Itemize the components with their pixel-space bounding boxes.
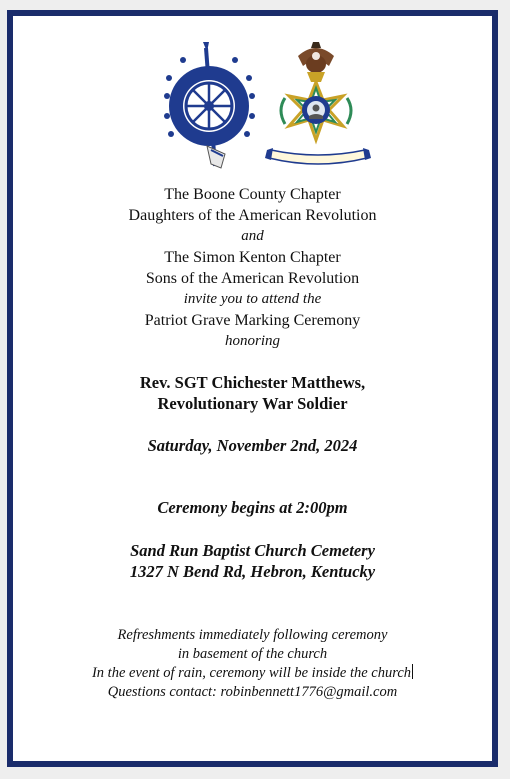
- sar-insignia-logo: [263, 38, 373, 178]
- rain-note-line: [13, 664, 492, 683]
- sar-chapter-name: The Simon Kenton Chapter: [164, 249, 341, 266]
- honoree-name: Rev. SGT Chichester Matthews,: [139, 373, 366, 392]
- dar-insignia-logo: [163, 38, 263, 178]
- event-time-text: Ceremony begins at 2:00pm: [157, 498, 348, 517]
- event-name: Patriot Grave Marking Ceremony: [144, 312, 361, 329]
- event-date: [13, 436, 492, 456]
- contact-line: Questions contact: robinbennett1776@gmail.com: [107, 684, 398, 700]
- invitation-card: [7, 10, 498, 767]
- dar-chapter-name: The Boone County Chapter: [164, 186, 341, 203]
- rain-note: In the event of rain, ceremony will be inside the church: [91, 665, 412, 681]
- conjunction-text: and: [241, 228, 264, 244]
- invitation-intro: [13, 184, 492, 352]
- refreshments-place: in basement of the church: [177, 646, 328, 662]
- event-date-text: Saturday, November 2nd, 2024: [147, 436, 358, 455]
- honoree-title: Revolutionary War Soldier: [157, 394, 348, 413]
- logo-row: [13, 38, 492, 178]
- event-time: [13, 498, 492, 518]
- location-address: 1327 N Bend Rd, Hebron, Kentucky: [129, 562, 376, 581]
- event-location: [13, 540, 492, 582]
- footer-notes: [13, 626, 492, 702]
- location-name: Sand Run Baptist Church Cemetery: [130, 541, 375, 560]
- text-cursor: [412, 664, 413, 679]
- honoree-block: [13, 372, 492, 414]
- invite-line: invite you to attend the: [183, 291, 322, 307]
- sar-society-name: Sons of the American Revolution: [145, 270, 360, 287]
- honoring-line: honoring: [224, 333, 280, 349]
- dar-society-name: Daughters of the American Revolution: [128, 207, 377, 224]
- refreshments-note: Refreshments immediately following ceremony: [117, 627, 388, 643]
